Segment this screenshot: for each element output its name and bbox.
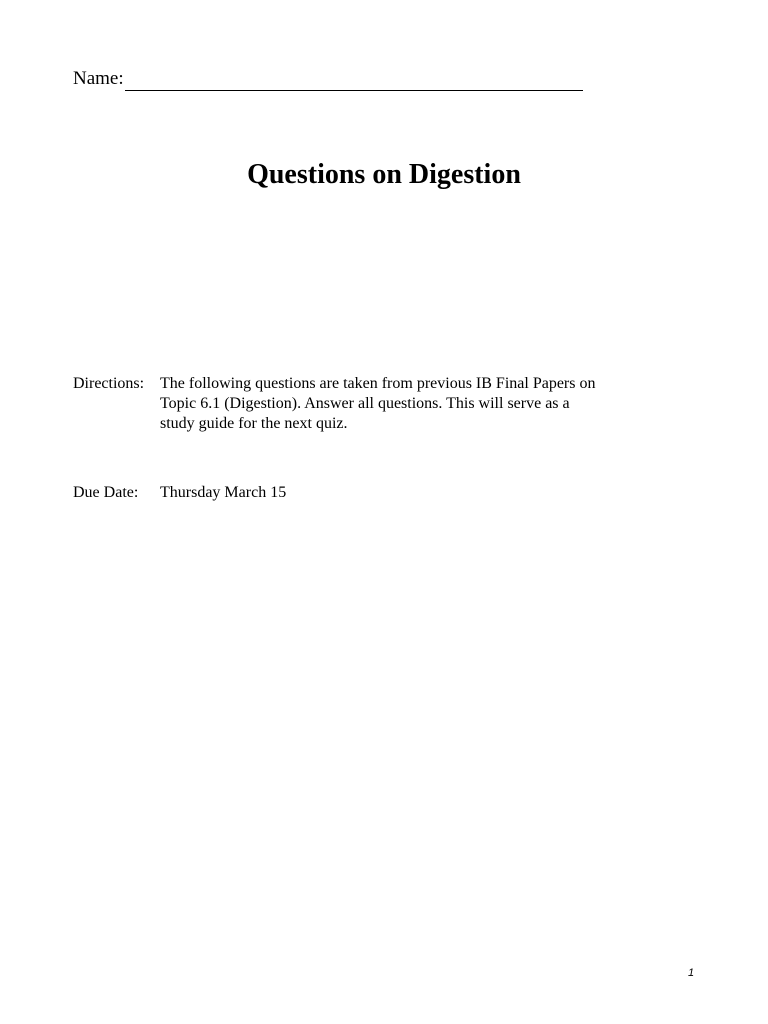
name-underline[interactable] xyxy=(125,70,583,91)
name-field xyxy=(73,67,583,91)
page-number: 1 xyxy=(688,967,695,979)
name-label: Name: xyxy=(73,68,124,89)
directions-text xyxy=(160,374,680,434)
directions-line: The following questions are taken from previous IB Final Papers on xyxy=(160,375,596,392)
due-date-label: Due Date: xyxy=(73,484,139,501)
directions-line: Topic 6.1 (Digestion). Answer all questions. This will serve as a xyxy=(160,395,570,412)
directions-line: study guide for the next quiz. xyxy=(160,415,348,432)
due-date-value: Thursday March 15 xyxy=(160,484,287,501)
page-title: Questions on Digestion xyxy=(247,159,521,190)
directions-label: Directions: xyxy=(73,375,145,392)
